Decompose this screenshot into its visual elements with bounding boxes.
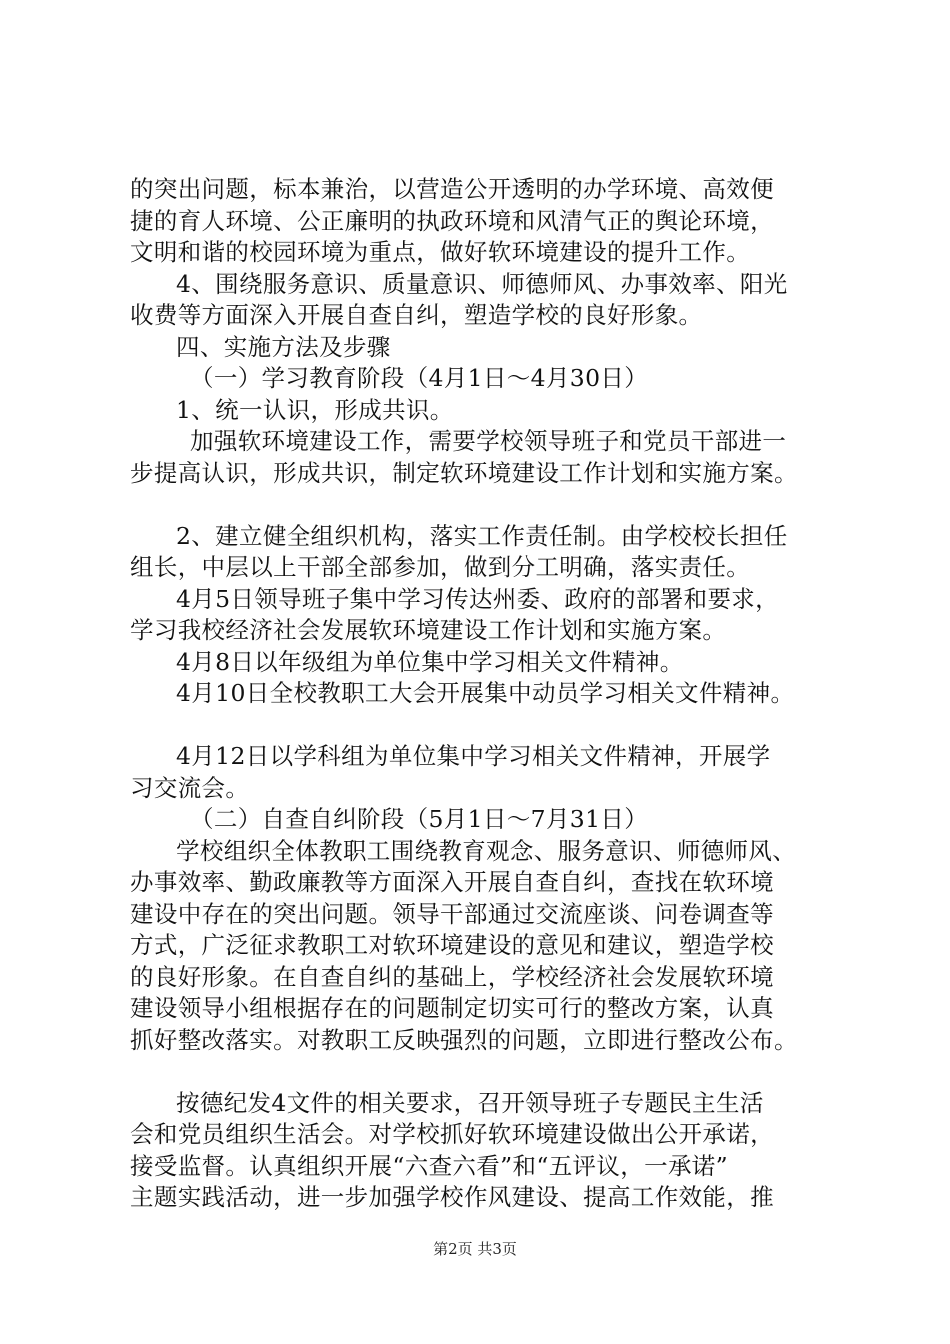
paragraph-gap [130,489,840,521]
text-line: 的突出问题，标本兼治，以营造公开透明的办学环境、高效便 [130,175,774,203]
text-line: 的良好形象。在自查自纠的基础上，学校经济社会发展软环境 [130,962,774,991]
text-line: 加强软环境建设工作，需要学校领导班子和党员干部进一 [190,427,787,455]
subsection-heading: （二）自查自纠阶段（5月1日～7月31日） [190,805,649,833]
text-line: 抓好整改落实。对教职工反映强烈的问题，立即进行整改公布。 [130,1025,798,1054]
paragraph-gap [130,710,840,742]
text-line: 组长，中层以上干部全部参加，做到分工明确，落实责任。 [130,553,751,581]
text-line: 4月12日以学科组为单位集中学习相关文件精神，开展学 [176,742,771,770]
text-line: 主题实践活动，进一步加强学校作风建设、提高工作效能，推 [130,1183,774,1211]
text-line: 2、建立健全组织机构，落实工作责任制。由学校校长担任 [176,521,788,550]
document-body [130,174,840,1214]
subsection-heading: （一）学习教育阶段（4月1日～4月30日） [190,364,649,392]
page-number-label: 第2页 共3页 [433,1240,517,1258]
page-footer [0,1239,950,1259]
text-line: 4月8日以年级组为单位集中学习相关文件精神。 [176,647,684,676]
text-line: 文明和谐的校园环境为重点，做好软环境建设的提升工作。 [130,238,751,266]
text-line: 学校组织全体教职工围绕教育观念、服务意识、师德师风、 [176,836,797,865]
text-line: 习交流会。 [130,773,250,802]
text-line: 1、统一认识，形成共识。 [176,395,454,424]
paragraph-gap [130,1056,840,1088]
text-line: 步提高认识，形成共识，制定软环境建设工作计划和实施方案。 [130,458,798,487]
text-line: 捷的育人环境、公正廉明的执政环境和风清气正的舆论环境， [130,206,774,235]
text-line: 4月10日全校教职工大会开展集中动员学习相关文件精神。 [176,679,795,707]
text-line: 4月5日领导班子集中学习传达州委、政府的部署和要求， [176,584,780,613]
text-line: 建设中存在的突出问题。领导干部通过交流座谈、问卷调查等 [130,899,774,928]
text-line: 方式，广泛征求教职工对软环境建设的意见和建议，塑造学校 [130,931,774,959]
text-line: 按德纪发4文件的相关要求，召开领导班子专题民主生活 [176,1088,764,1117]
text-line: 收费等方面深入开展自查自纠，塑造学校的良好形象。 [130,301,703,329]
text-line: 接受监督。认真组织开展“六查六看”和“五评议，一承诺” [130,1151,729,1180]
text-line: 4、围绕服务意识、质量意识、师德师风、办事效率、阳光 [176,269,788,298]
text-line: 建设领导小组根据存在的问题制定切实可行的整改方案，认真 [130,994,774,1022]
section-heading: 四、实施方法及步骤 [176,332,391,361]
text-line: 学习我校经济社会发展软环境建设工作计划和实施方案。 [130,616,727,644]
text-line: 会和党员组织生活会。对学校抓好软环境建设做出公开承诺， [130,1120,774,1148]
text-line: 办事效率、勤政廉教等方面深入开展自查自纠，查找在软环境 [130,868,774,896]
